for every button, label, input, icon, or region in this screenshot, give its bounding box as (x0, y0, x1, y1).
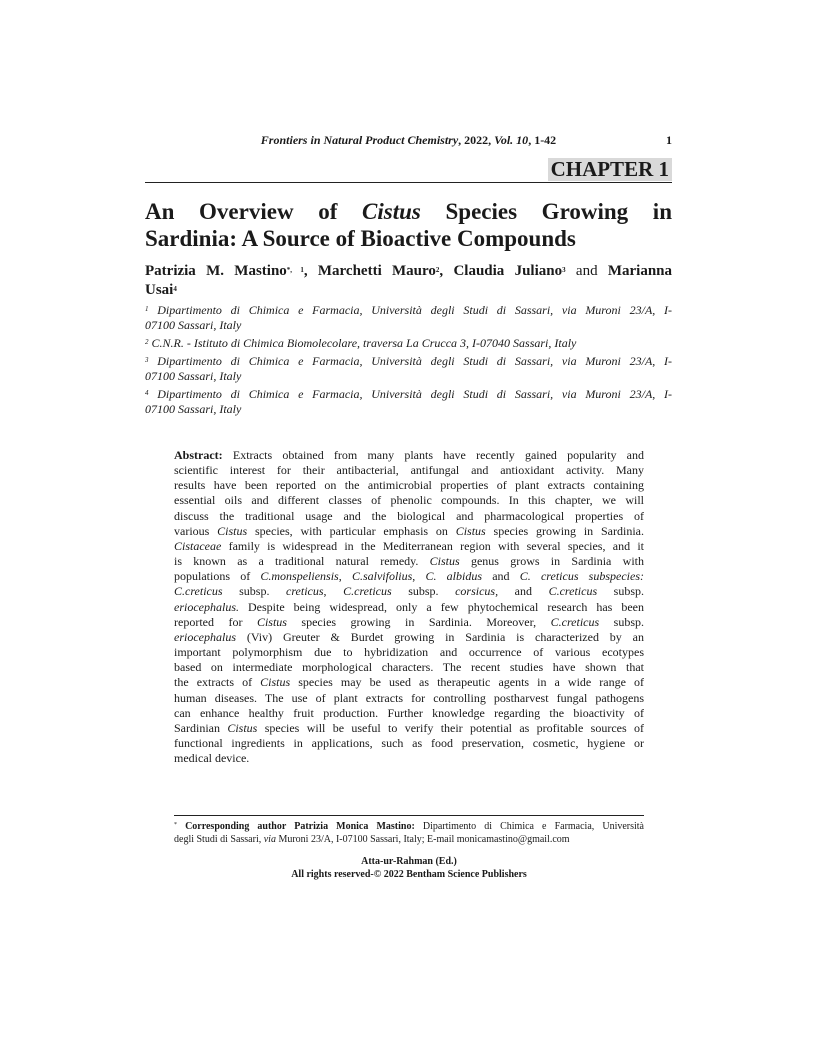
journal-pages: , 1-42 (528, 133, 557, 147)
footnote (174, 820, 644, 846)
abstract-line: medical device. (174, 751, 250, 766)
abstract-line: eriocephalus (Viv) Greuter & Burdet growing in Sardinia is characterized by an (174, 629, 644, 644)
title-line-1: An Overview of Cistus Species Growing in (145, 199, 672, 224)
affiliation-1: $^1$ Dipartimento di Chimica e Farmacia, Università degli Studi di Sassari, via Muroni 23/A, I- 07100 Sassari, Italy (145, 303, 672, 332)
author-4-first: Marianna (607, 263, 673, 279)
abstract-line: based on intermediate morphological characters. The recent studies have shown that (174, 660, 644, 675)
abstract-line: the extracts of Cistus species may be used as therapeutic agents in a wide range of (174, 675, 644, 690)
abstract-line: reported for Cistus species growing in Sardinia. Moreover, C.creticus subsp. (174, 614, 644, 629)
abstract-line: Sardinian Cistus species will be useful to verify their potential as profitable sources of (174, 720, 644, 735)
abstract-line: human diseases. The use of plant extracts for controlling postharvest fungal pathogens (174, 690, 644, 705)
imprint (174, 855, 644, 881)
affiliation-4: $^4$ Dipartimento di Chimica e Farmacia, Università degli Studi di Sassari, via Muroni 23/A, I- 07100 Sassari, Italy (145, 387, 672, 416)
authors-line-2: Usai$^4$ (145, 282, 177, 298)
abstract-line: is known as a traditional natural remedy. Cistus genus grows in Sardinia with (174, 554, 644, 569)
abstract-line: C.creticus subsp. creticus, C.creticus subsp. corsicus, and C.creticus subsp. (174, 584, 645, 599)
abstract-line: functional ingredients in applications, such as food preservation, cosmetic, hygiene or (174, 735, 644, 750)
author-list (145, 262, 672, 300)
abstract-line: results have been reported on the antimicrobial properties of plant extracts containing (174, 478, 644, 493)
journal-citation (145, 133, 672, 148)
abstract-line: important polymorphism due to hybridization and occurrence of various ecotypes (174, 645, 644, 660)
author-4-last: Usai (145, 282, 174, 298)
author-1: Patrizia M. Mastino (145, 263, 287, 279)
title-genus: Cistus (362, 199, 421, 224)
author-2: , Marchetti Mauro (303, 263, 436, 279)
journal-year: , 2022, (458, 133, 495, 147)
rights-line: All rights reserved-© 2022 Bentham Science Publishers (291, 869, 527, 880)
page-number: 1 (666, 133, 672, 147)
affiliation-3: $^3$ Dipartimento di Chimica e Farmacia, Università degli Studi di Sassari, via Muroni 23/A, I- 07100 Sassari, Italy (145, 354, 672, 383)
chapter-label: CHAPTER 1 (548, 158, 672, 181)
abstract-line: various Cistus species, with particular emphasis on Cistus species growing in Sardinia. (174, 523, 644, 538)
affiliation-2: $^2$ C.N.R. - Istituto di Chimica Biomolecolare, traversa La Crucca 3, I-07040 Sassari, Italy (145, 336, 577, 350)
abstract (174, 448, 644, 766)
footnote-line-1: * Corresponding author Patrizia Monica Mastino: Dipartimento di Chimica e Farmacia, Università (174, 821, 645, 832)
editor-line: Atta-ur-Rahman (Ed.) (361, 856, 457, 867)
abstract-line: discuss the traditional usage and the biological and pharmacological properties of (174, 508, 644, 523)
abstract-line: Cistaceae family is widespread in the Mediterranean region with several species, and it (174, 538, 644, 553)
journal-name: Frontiers in Natural Product Chemistry (260, 133, 459, 147)
affiliations (145, 303, 672, 420)
abstract-line: scientific interest for their antibacterial, antifungal and antioxidant activity. Many (174, 463, 644, 478)
abstract-label: Abstract: (174, 448, 223, 462)
abstract-line: eriocephalus. Despite being widespread, only a few phytochemical research has been (174, 599, 644, 614)
footnote-divider (174, 815, 644, 816)
running-head (145, 133, 672, 149)
abstract-line: essential oils and different classes of phenolic compounds. In this chapter, we will (174, 493, 644, 508)
article-title (145, 198, 672, 252)
authors-line-1: Patrizia M. Mastino$^{*, 1}$, Marchetti Mauro$^2$, Claudia Juliano$^3$ and Marianna (145, 263, 673, 279)
abstract-line: populations of C.monspeliensis, C.salvifolius, C. albidus and C. creticus subspecies: (174, 569, 645, 584)
chapter-band (145, 158, 672, 183)
title-line-2: Sardinia: A Source of Bioactive Compounds (145, 226, 576, 251)
corresponding-author-label: Corresponding author Patrizia Monica Mastino: (177, 821, 415, 832)
author-3: , Claudia Juliano (439, 263, 563, 279)
abstract-line: Abstract: Extracts obtained from many plants have recently gained popularity and (174, 448, 644, 462)
footnote-line-2: degli Studi di Sassari, via Muroni 23/A, I-07100 Sassari, Italy; E-mail monicamastino@gmail.com (174, 834, 570, 845)
journal-volume: Vol. 10 (494, 133, 529, 147)
abstract-line: can enhance healthy fruit production. Further knowledge regarding the bioactivity of (174, 705, 644, 720)
